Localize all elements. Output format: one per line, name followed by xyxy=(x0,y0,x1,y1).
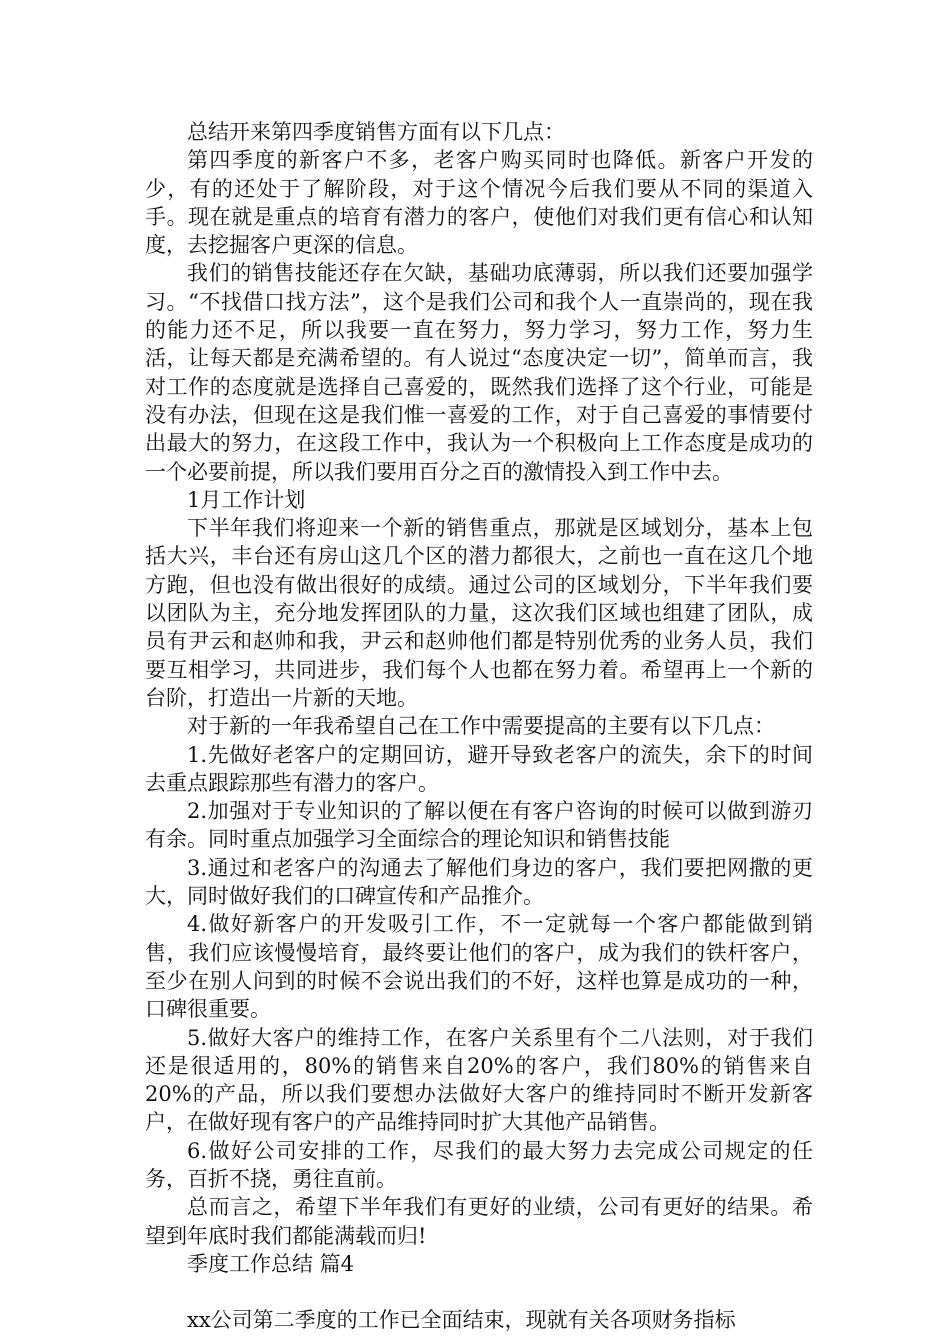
list-item-3: 3.通过和老客户的沟通去了解他们身边的客户，我们要把网撒的更大，同时做好我们的口碑宣传和产品推介。 xyxy=(145,855,813,909)
list-item-4: 4.做好新客户的开发吸引工作，不一定就每一个客户都能做到销售，我们应该慢慢培育，最终要让他们的客户，成为我们的铁杆客户，至少在别人问到的时候不会说出我们的不好，这样也算是成功的一种，口碑很重要。 xyxy=(145,912,813,1022)
paragraph-improvement-intro: 对于新的一年我希望自己在工作中需要提高的主要有以下几点： xyxy=(187,714,775,739)
heading-quarterly-summary: 季度工作总结 篇4 xyxy=(187,1251,355,1276)
document-body xyxy=(145,118,813,1334)
paragraph-new-customers: 第四季度的新客户不多，老客户购买同时也降低。新客户开发的少，有的还处于了解阶段，对于这个情况今后我们要从不同的渠道入手。现在就是重点的培育有潜力的客户，使他们对我们更有信心和认知度，去挖掘客户更深的信息。 xyxy=(145,148,813,258)
paragraph-summary-intro: 总结开来第四季度销售方面有以下几点： xyxy=(187,120,565,144)
list-item-2: 2.加强对于专业知识的了解以便在有客户咨询的时候可以做到游刃有余。同时重点加强学习全面综合的理论知识和销售技能 xyxy=(145,799,813,852)
list-item-6: 6.做好公司安排的工作，尽我们的最大努力去完成公司规定的任务，百折不挠，勇往直前。 xyxy=(145,1138,813,1191)
blank-line xyxy=(145,1278,813,1306)
paragraph-conclusion: 总而言之，希望下半年我们有更好的业绩，公司有更好的结果。希望到年底时我们都能满载而归! xyxy=(145,1195,813,1248)
list-item-5: 5.做好大客户的维持工作，在客户关系里有个二八法则，对于我们还是很适用的，80%的销售来自20%的客户，我们80%的销售来自20%的产品，所以我们要想办法做好大客户的维持同时不断开发新客户，在做好现有客户的产品维持同时扩大其他产品销售。 xyxy=(145,1025,813,1135)
heading-january-plan: 1月工作计划 xyxy=(187,487,306,512)
paragraph-company-q2: xx公司第二季度的工作已全面结束，现就有关各项财务指标 xyxy=(187,1308,736,1333)
paragraph-sales-skills: 我们的销售技能还存在欠缺，基础功底薄弱，所以我们还要加强学习。“不找借口找方法”，这个是我们公司和我个人一直崇尚的，现在我的能力还不足，所以我要一直在努力，努力学习，努力工作，努力生活，让每天都是充满希望的。有人说过“态度决定一切”，简单而言，我对工作的态度就是选择自己喜爱的，既然我们选择了这个行业，可能是没有办法，但现在这是我们惟一喜爱的工作，对于自己喜爱的事情要付出最大的努力，在这段工作中，我认为一个积极向上工作态度是成功的一个必要前提，所以我们要用百分之百的激情投入到工作中去。 xyxy=(145,261,813,484)
paragraph-second-half: 下半年我们将迎来一个新的销售重点，那就是区域划分，基本上包括大兴，丰台还有房山这几个区的潜力都很大，之前也一直在这几个地方跑，但也没有做出很好的成绩。通过公司的区域划分，下半年我们要以团队为主，充分地发挥团队的力量，这次我们区域也组建了团队，成员有尹云和赵帅和我，尹云和赵帅他们都是特别优秀的业务人员，我们要互相学习，共同进步，我们每个人也都在努力着。希望再上一个新的台阶，打造出一片新的天地。 xyxy=(145,516,813,710)
list-item-1: 1.先做好老客户的定期回访，避开导致老客户的流失，余下的时间去重点跟踪那些有潜力的客户。 xyxy=(145,742,813,795)
